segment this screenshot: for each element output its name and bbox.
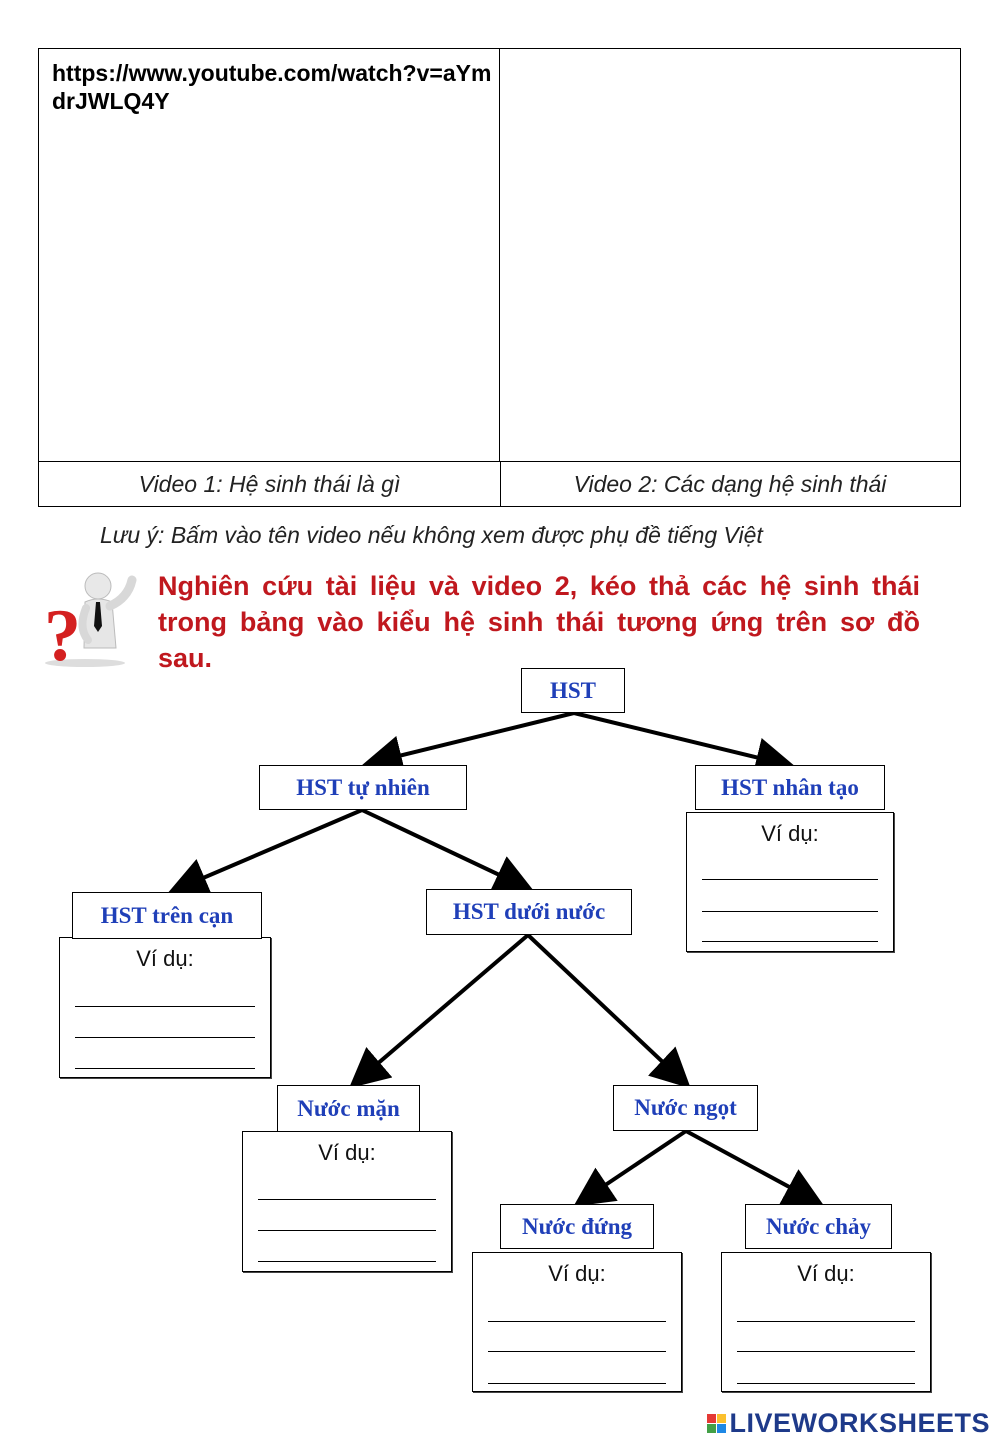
blank-line[interactable] <box>702 879 878 880</box>
blank-line[interactable] <box>75 1068 255 1069</box>
example-box-nuoc-man[interactable] <box>242 1131 452 1272</box>
blank-line[interactable] <box>702 941 878 942</box>
svg-text:?: ? <box>44 595 81 668</box>
node-nuoc-man: Nước mặn <box>277 1085 420 1132</box>
blank-line[interactable] <box>737 1383 915 1384</box>
note-text: Lưu ý: Bấm vào tên video nếu không xem được phụ đề tiếng Việt <box>100 522 763 548</box>
example-label: Ví dụ: <box>548 1261 606 1286</box>
blank-line[interactable] <box>702 911 878 912</box>
node-nuoc-dung: Nước đứng <box>500 1204 654 1249</box>
video-1-caption[interactable]: Video 1: Hệ sinh thái là gì <box>39 462 501 506</box>
video-2-caption[interactable]: Video 2: Các dạng hệ sinh thái <box>573 471 887 497</box>
example-box-tren-can[interactable] <box>59 937 271 1078</box>
blank-line[interactable] <box>258 1199 436 1200</box>
blank-line[interactable] <box>737 1351 915 1352</box>
blank-line[interactable] <box>488 1383 666 1384</box>
task-instruction: Nghiên cứu tài liệu và video 2, kéo thả các hệ sinh thái trong bảng vào kiểu hệ sinh thái tương ứng trên sơ đồ sau. <box>158 571 920 673</box>
node-hst: HST <box>521 668 625 713</box>
blank-line[interactable] <box>737 1321 915 1322</box>
node-hst-duoi-nuoc: HST dưới nước <box>426 889 632 935</box>
liveworksheets-brand-text: LIVEWORKSHEETS <box>729 1408 990 1438</box>
node-nuoc-chay: Nước chảy <box>745 1204 892 1249</box>
blank-line[interactable] <box>258 1261 436 1262</box>
example-box-nhan-tao[interactable] <box>686 812 894 952</box>
node-hst-tu-nhien: HST tự nhiên <box>259 765 467 810</box>
example-label: Ví dụ: <box>136 946 194 971</box>
blank-line[interactable] <box>488 1321 666 1322</box>
blank-line[interactable] <box>488 1351 666 1352</box>
video-1-url[interactable]: https://www.youtube.com/watch?v=aYmdrJWLQ4Y <box>52 60 492 114</box>
blank-line[interactable] <box>258 1230 436 1231</box>
blank-line[interactable] <box>75 1006 255 1007</box>
example-box-nuoc-dung[interactable] <box>472 1252 682 1392</box>
example-label: Ví dụ: <box>797 1261 855 1286</box>
node-nuoc-ngot: Nước ngọt <box>613 1085 758 1131</box>
blank-line[interactable] <box>75 1037 255 1038</box>
example-label: Ví dụ: <box>761 821 819 846</box>
node-hst-tren-can: HST trên cạn <box>72 892 262 939</box>
example-box-nuoc-chay[interactable] <box>721 1252 931 1392</box>
node-hst-nhan-tao: HST nhân tạo <box>695 765 885 810</box>
example-label: Ví dụ: <box>318 1140 376 1165</box>
